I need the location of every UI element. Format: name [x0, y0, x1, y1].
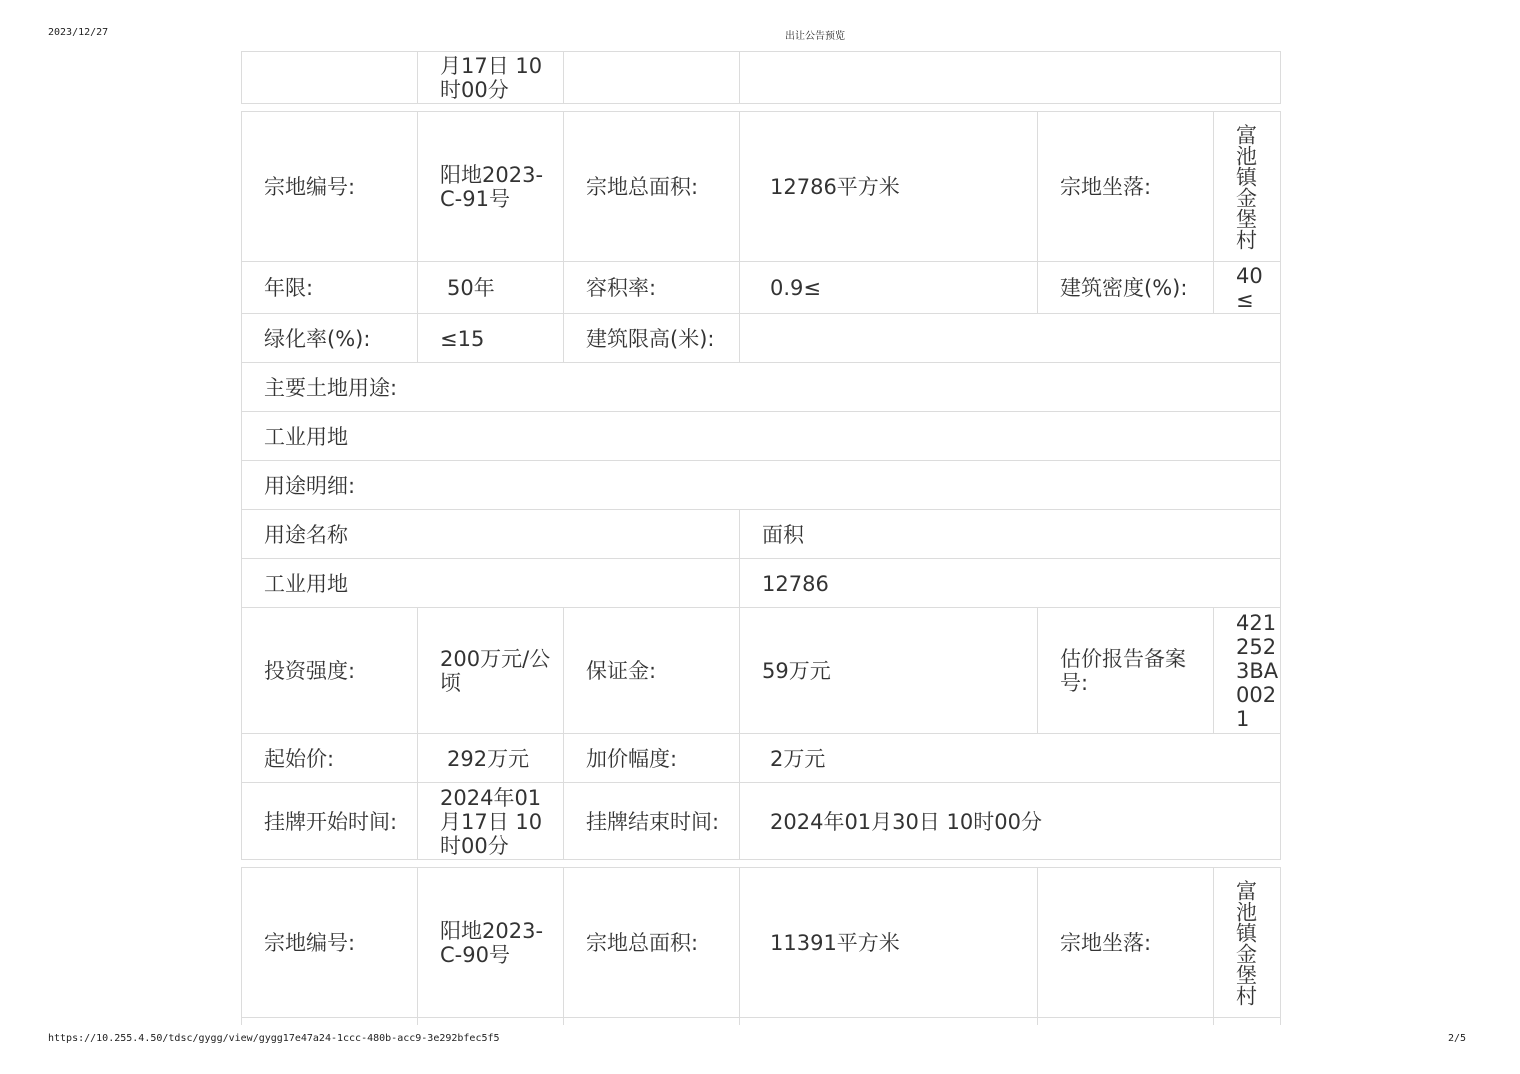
- parcel-b-location-label: 宗地坐落:: [1037, 867, 1214, 1018]
- use-row-area: 12786: [739, 558, 1281, 608]
- far-value: 0.9≤: [739, 261, 1038, 314]
- footer-page: 2/5: [1448, 1033, 1467, 1044]
- height-value: [739, 313, 1281, 363]
- term-label: 年限:: [241, 261, 418, 314]
- fragment-listing-start: 月17日 10 时00分: [417, 51, 564, 104]
- use-detail-label: 用途明细:: [241, 460, 1281, 510]
- header-title: 出让公告预览: [785, 31, 845, 42]
- use-row-name: 工业用地: [241, 558, 740, 608]
- parcel-no-label: 宗地编号:: [241, 111, 418, 262]
- parcel-b-next-row-c5: [1037, 1017, 1214, 1025]
- parcel-b-next-row-c4: [739, 1017, 1038, 1025]
- far-label: 容积率:: [563, 261, 740, 314]
- fragment-label2-cell: [563, 51, 740, 104]
- parcel-b-location-value: 富池镇金堡村: [1213, 867, 1281, 1018]
- header-date: 2023/12/27: [48, 27, 109, 38]
- deposit-label: 保证金:: [563, 607, 740, 734]
- invest-value: 200万元/公 顷: [417, 607, 564, 734]
- height-label: 建筑限高(米):: [563, 313, 740, 363]
- listing-start-value: 2024年01 月17日 10 时00分: [417, 782, 564, 860]
- fragment-label-cell: [241, 51, 418, 104]
- density-value: 40 ≤: [1213, 261, 1281, 314]
- main-use-label: 主要土地用途:: [241, 362, 1281, 412]
- prev-parcel-fragment: [241, 52, 1281, 104]
- increment-value: 2万元: [739, 733, 1281, 783]
- parcel-table-90: [241, 867, 1281, 1025]
- main-use-value: 工业用地: [241, 411, 1281, 461]
- parcel-b-next-row-c3: [563, 1017, 740, 1025]
- footer-url: https://10.255.4.50/tdsc/gygg/view/gygg17e47a24-1ccc-480b-acc9-3e292bfec5f5: [48, 1033, 500, 1044]
- start-price-label: 起始价:: [241, 733, 418, 783]
- deposit-value: 59万元: [739, 607, 1038, 734]
- parcel-b-no-label: 宗地编号:: [241, 867, 418, 1018]
- parcel-b-next-row-c2: [417, 1017, 564, 1025]
- parcel-b-area-label: 宗地总面积:: [563, 867, 740, 1018]
- parcel-location-value: 富池镇金堡村: [1213, 111, 1281, 262]
- parcel-b-no-value: 阳地2023- C-90号: [417, 867, 564, 1018]
- parcel-area-value: 12786平方米: [739, 111, 1038, 262]
- report-label: 估价报告备案 号:: [1037, 607, 1214, 734]
- invest-label: 投资强度:: [241, 607, 418, 734]
- parcel-b-next-row-c6: [1213, 1017, 1281, 1025]
- parcel-location-label: 宗地坐落:: [1037, 111, 1214, 262]
- parcel-area-label: 宗地总面积:: [563, 111, 740, 262]
- density-label: 建筑密度(%):: [1037, 261, 1214, 314]
- use-name-header: 用途名称: [241, 509, 740, 559]
- listing-end-value: 2024年01月30日 10时00分: [739, 782, 1281, 860]
- parcel-b-area-value: 11391平方米: [739, 867, 1038, 1018]
- increment-label: 加价幅度:: [563, 733, 740, 783]
- term-value: 50年: [417, 261, 564, 314]
- report-value: 421 252 3BA 002 1: [1213, 607, 1281, 734]
- green-value: ≤15: [417, 313, 564, 363]
- green-label: 绿化率(%):: [241, 313, 418, 363]
- start-price-value: 292万元: [417, 733, 564, 783]
- use-area-header: 面积: [739, 509, 1281, 559]
- parcel-no-value: 阳地2023- C-91号: [417, 111, 564, 262]
- fragment-value2-cell: [739, 51, 1281, 104]
- listing-start-label: 挂牌开始时间:: [241, 782, 418, 860]
- parcel-table-91: [241, 111, 1281, 860]
- listing-end-label: 挂牌结束时间:: [563, 782, 740, 860]
- parcel-b-next-row: [241, 1017, 418, 1025]
